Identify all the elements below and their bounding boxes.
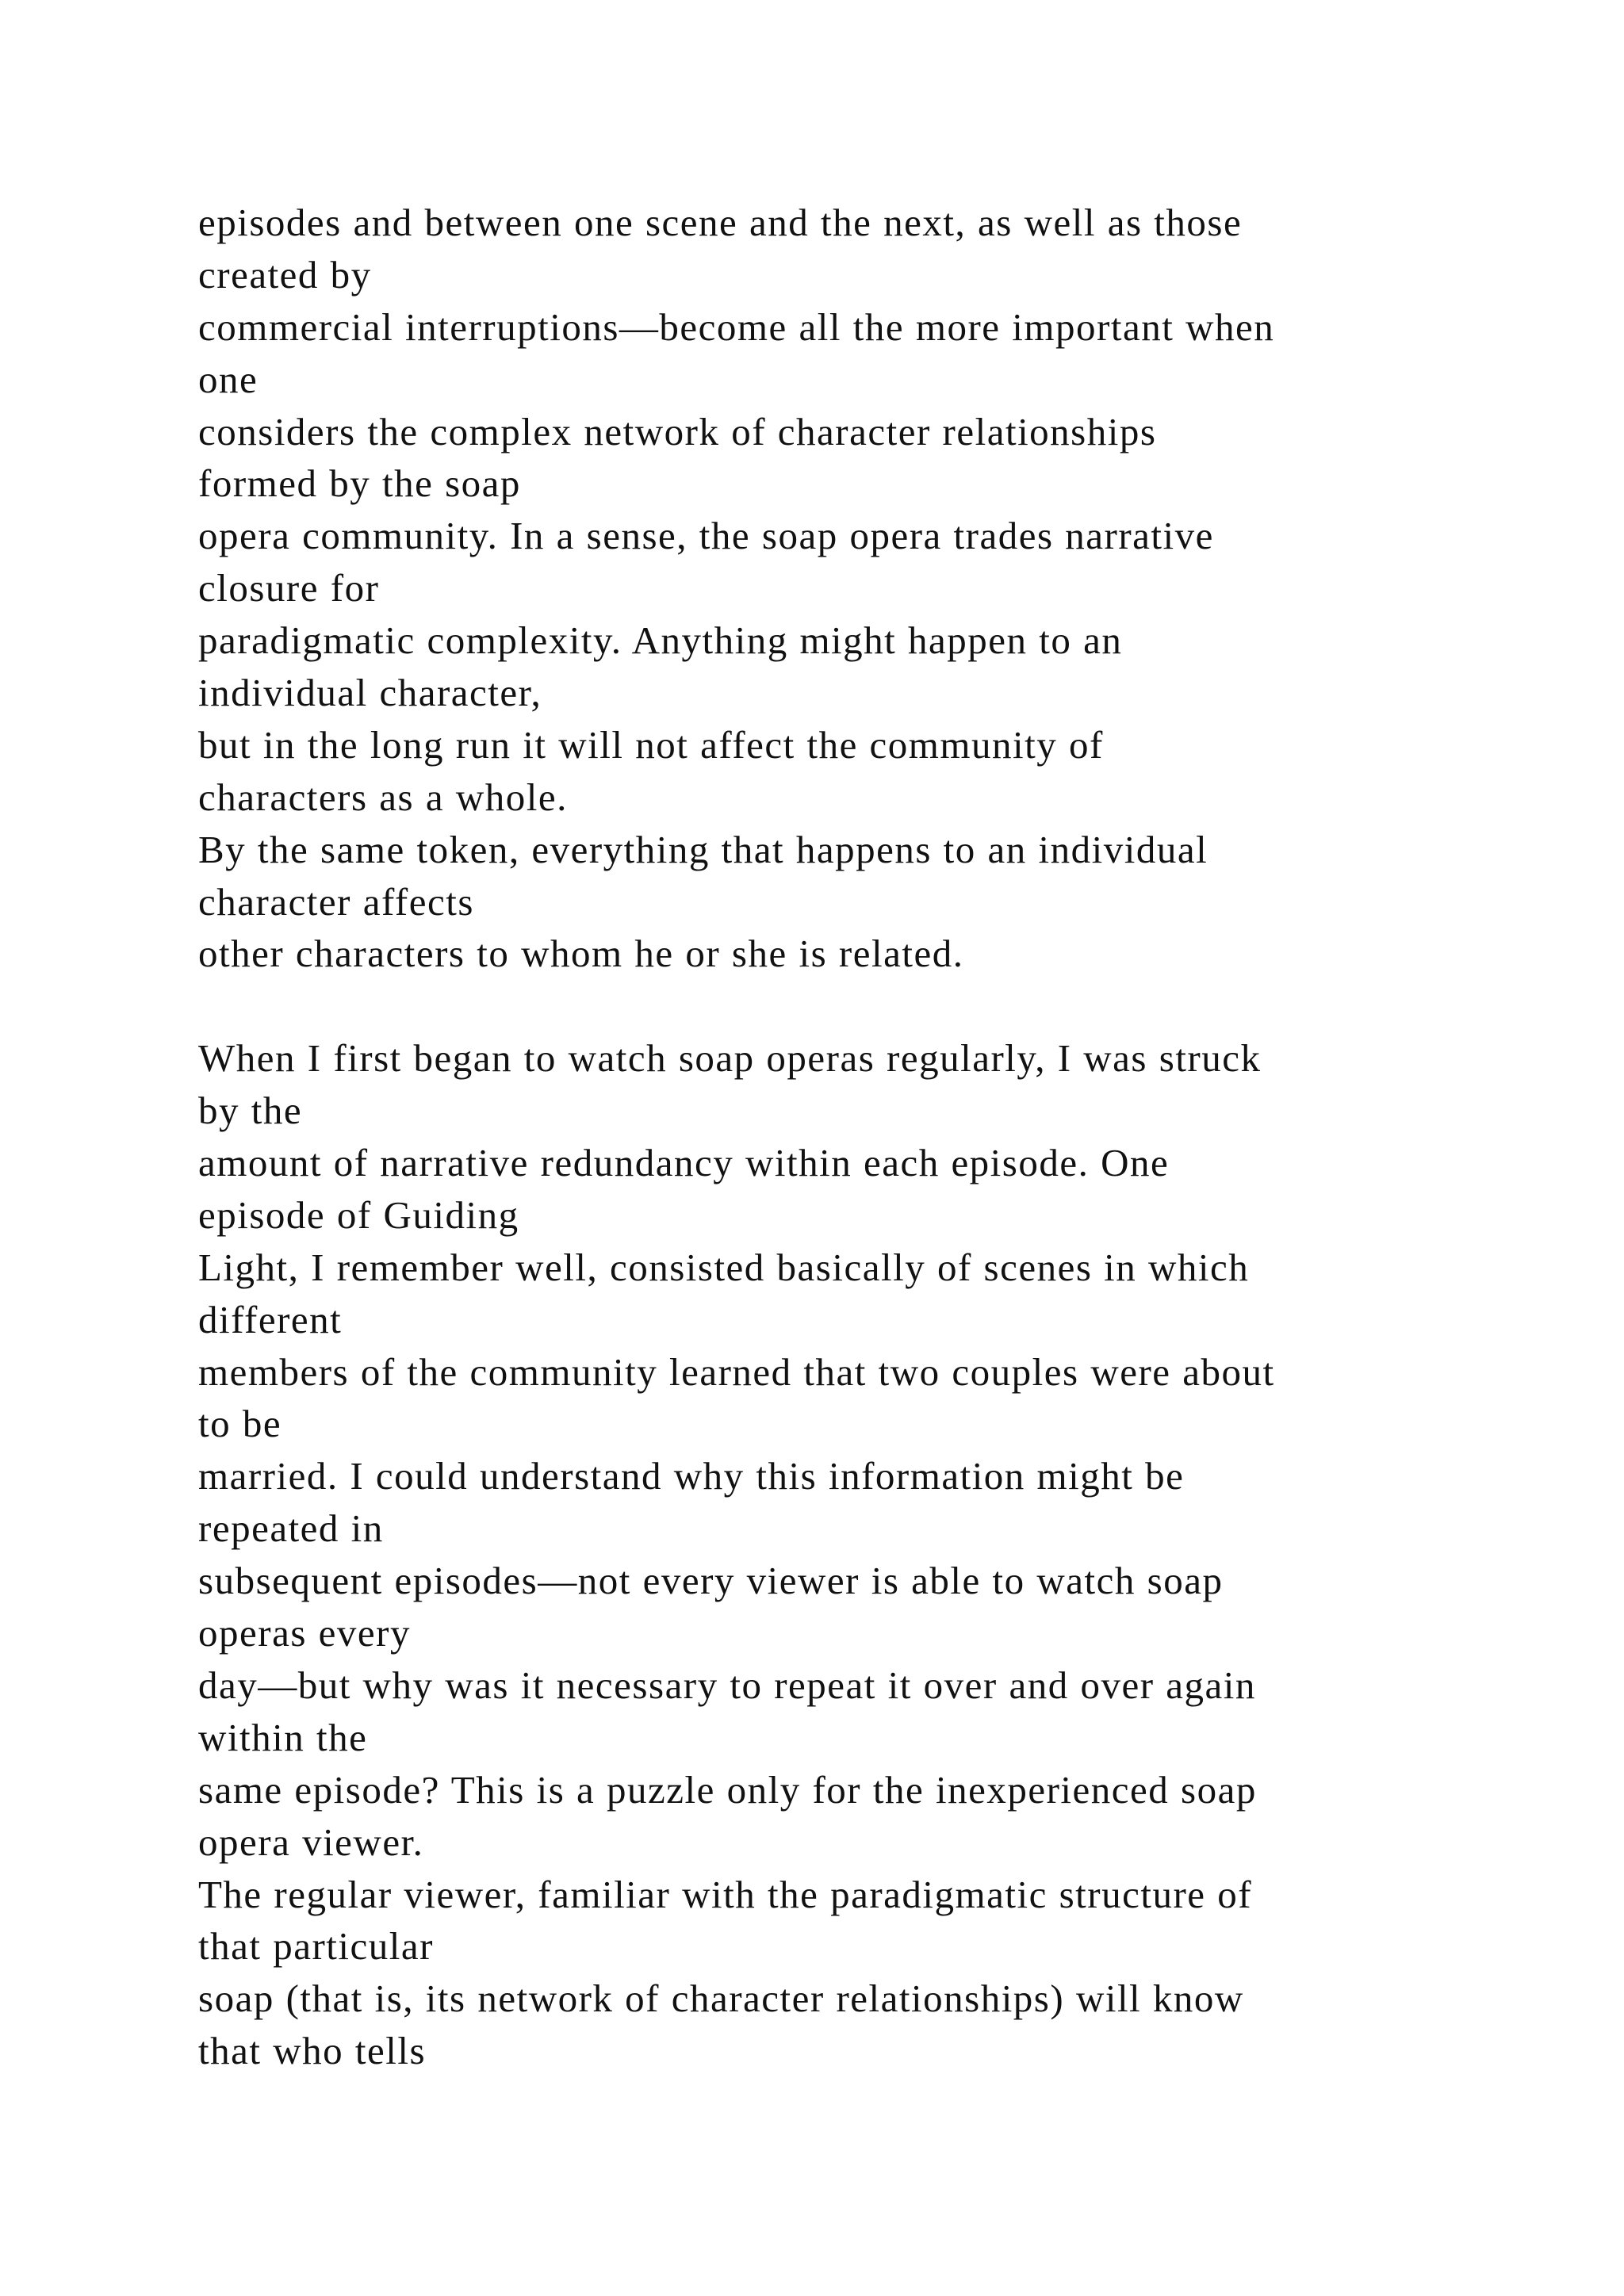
text-line: opera community. In a sense, the soap opera trades narrative — [198, 514, 1214, 558]
text-line: created by — [198, 252, 372, 297]
paragraph-1 — [198, 197, 1546, 980]
text-line: characters as a whole. — [198, 775, 568, 819]
text-line: commercial interruptions—become all the more important when — [198, 304, 1275, 349]
text-line: episodes and between one scene and the next, as well as those — [198, 201, 1243, 244]
text-line: one — [198, 357, 259, 401]
paragraph-2 — [198, 1032, 1546, 2077]
text-line: Light, I remember well, consisted basically of scenes in which — [198, 1245, 1250, 1289]
text-line: by the — [198, 1089, 303, 1133]
text-line: closure for — [198, 566, 380, 610]
text-line: subsequent episodes—not every viewer is able to watch soap — [198, 1559, 1224, 1603]
text-line: opera viewer. — [198, 1820, 424, 1864]
text-line: amount of narrative redundancy within each episode. One — [198, 1141, 1170, 1185]
text-line: but in the long run it will not affect the community of — [198, 722, 1104, 767]
text-line: day—but why was it necessary to repeat it over and over again — [198, 1663, 1256, 1707]
text-line: episode of Guiding — [198, 1192, 519, 1237]
text-line: individual character, — [198, 671, 542, 715]
text-line: considers the complex network of character relationships — [198, 409, 1157, 453]
text-line: soap (that is, its network of character relationships) will know — [198, 1976, 1244, 2021]
document-body — [198, 197, 1546, 2077]
text-line: When I first began to watch soap operas regularly, I was struck — [198, 1036, 1262, 1081]
text-line: paradigmatic complexity. Anything might happen to an — [198, 618, 1123, 663]
text-line: formed by the soap — [198, 461, 521, 506]
text-line: within the — [198, 1715, 368, 1759]
paragraph-spacer — [198, 980, 1546, 1032]
text-line: same episode? This is a puzzle only for the inexperienced soap — [198, 1767, 1257, 1812]
text-line: character affects — [198, 879, 474, 924]
text-line: that who tells — [198, 2029, 427, 2073]
text-line: married. I could understand why this information might be — [198, 1454, 1185, 1498]
text-line: By the same token, everything that happens to an individual — [198, 827, 1208, 871]
text-line: other characters to whom he or she is related. — [198, 932, 964, 976]
text-line: different — [198, 1297, 343, 1341]
text-line: that particular — [198, 1924, 434, 1969]
text-line: to be — [198, 1402, 282, 1446]
text-line: repeated in — [198, 1506, 384, 1551]
text-line: members of the community learned that two couples were about — [198, 1349, 1275, 1394]
text-line: operas every — [198, 1611, 411, 1655]
text-line: The regular viewer, familiar with the paradigmatic structure of — [198, 1872, 1253, 1916]
